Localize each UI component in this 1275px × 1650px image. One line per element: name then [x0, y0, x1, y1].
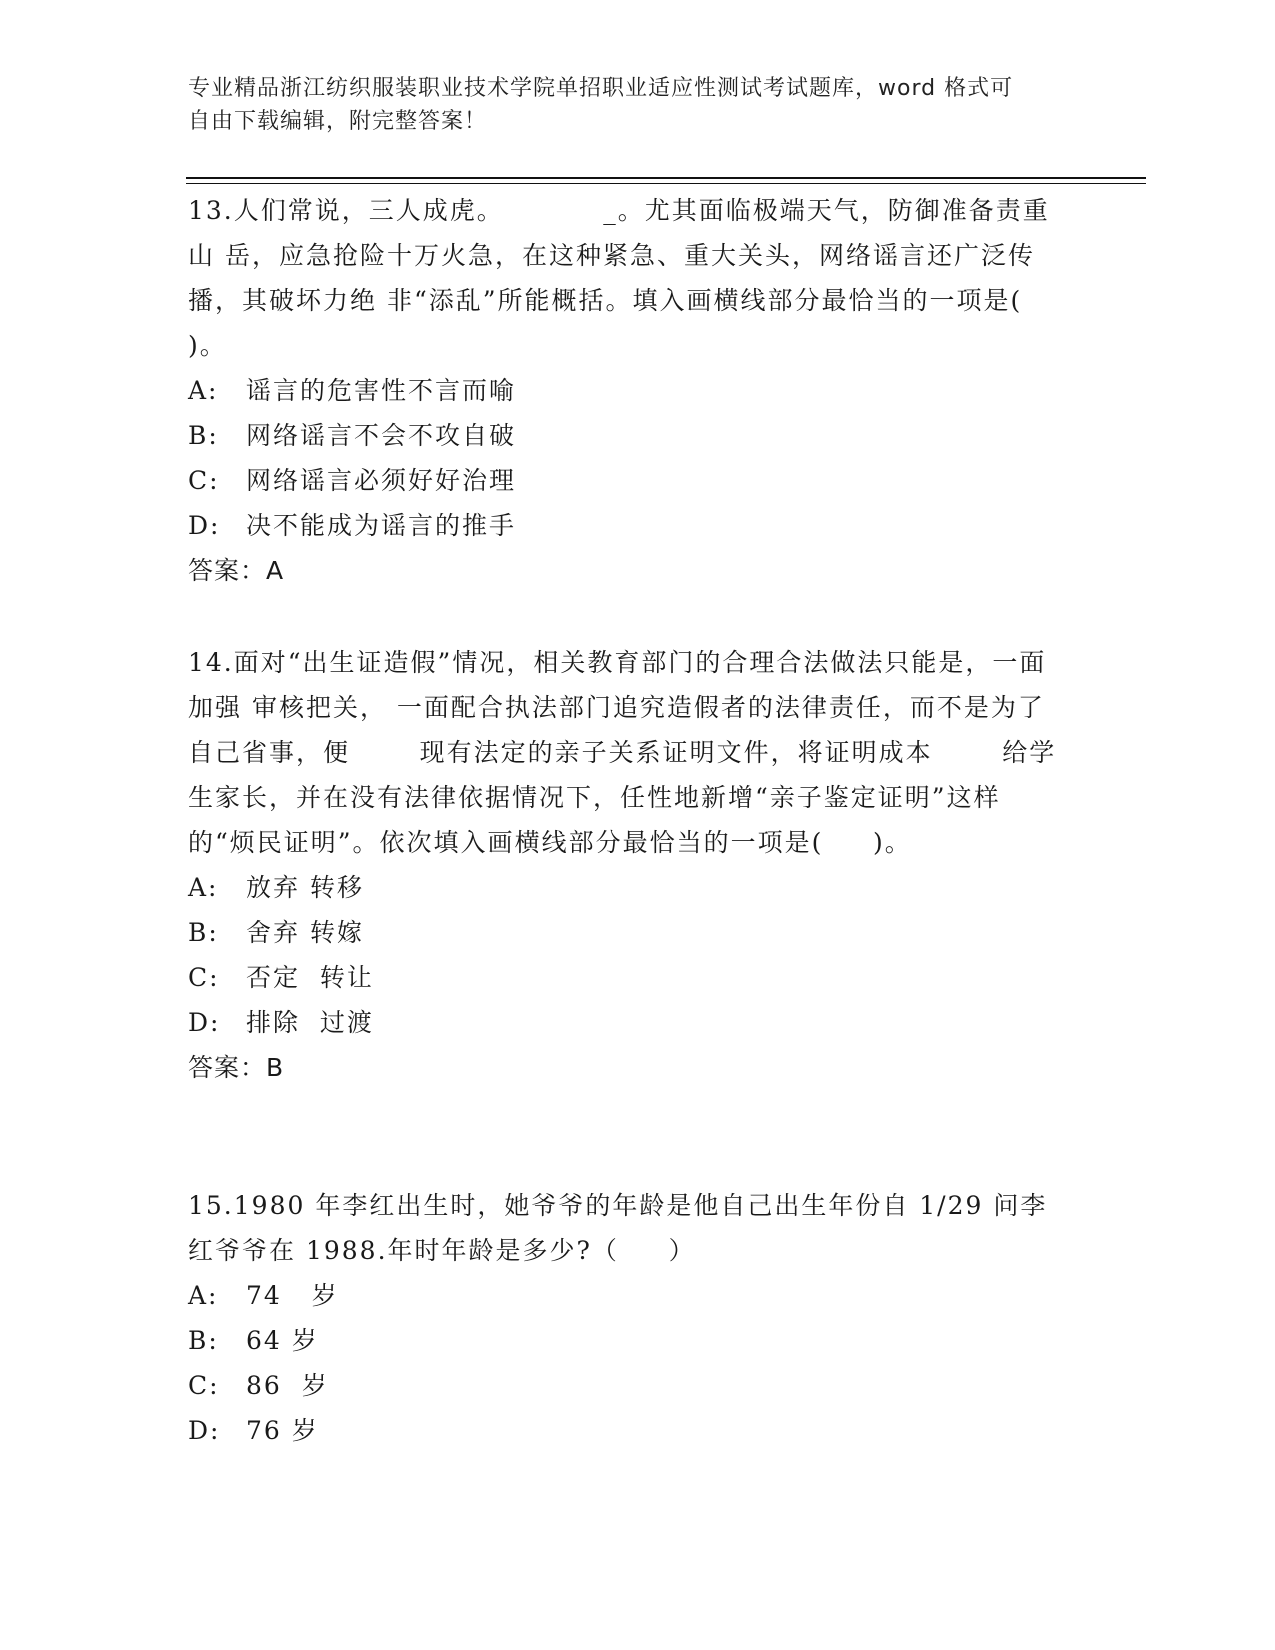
option-text: 否定 转让 — [246, 963, 374, 992]
option-d — [188, 503, 1068, 548]
question-stem: 15.1980 年李红出生时，她爷爷的年龄是他自己出生年份自 1/29 问李红爷爷在 1988.年时年龄是多少?（ ） — [188, 1191, 1048, 1265]
option-b — [188, 1318, 1068, 1363]
option-text: 网络谣言不会不攻自破 — [246, 421, 517, 450]
answer-line: 答案：B — [188, 1053, 285, 1082]
option-letter: A: — [188, 1281, 219, 1310]
option-list — [188, 368, 1068, 548]
question-stem: 13.人们常说，三人成虎。 _。尤其面临极端天气，防御准备责重山 岳，应急抢险十万火急，在这种紧急、重大关头，网络谣言还广泛传播，其破坏力绝 非“添乱”所能概括。填入画横线部分最恰当的一项是( )。 — [188, 196, 1072, 360]
option-text: 76 岁 — [246, 1416, 319, 1445]
header-rule-thin — [186, 183, 1146, 184]
option-list — [188, 1273, 1068, 1453]
option-letter: B: — [188, 421, 219, 450]
question-stem: 14.面对“出生证造假”情况，相关教育部门的合理合法做法只能是，一面加强 审核把关， 一面配合执法部门追究造假者的法律责任，而不是为了自己省事，便 现有法定的亲子关系证明文件，将证明成本 给学生家长，并在没有法律依据情况下，任性地新增“亲子鉴定证明”这样的“烦民证明”。依次填入画横线部分最恰当的一项是( )。 — [188, 648, 1057, 857]
option-text: 谣言的危害性不言而喻 — [246, 376, 517, 405]
option-text: 放弃 转移 — [246, 873, 364, 902]
option-a — [188, 865, 1068, 910]
option-text: 决不能成为谣言的推手 — [246, 511, 517, 540]
question-14 — [188, 640, 1068, 1090]
answer-line: 答案：A — [188, 556, 285, 585]
page-header — [188, 72, 1068, 138]
question-15 — [188, 1183, 1068, 1453]
header-line-1: 专业精品浙江纺织服装职业技术学院单招职业适应性测试考试题库，word 格式可 — [188, 76, 1014, 101]
question-13 — [188, 188, 1072, 593]
option-letter: C: — [188, 963, 220, 992]
option-text: 74 岁 — [246, 1281, 339, 1310]
option-letter: A: — [188, 376, 219, 405]
option-text: 64 岁 — [246, 1326, 319, 1355]
option-letter: D: — [188, 511, 221, 540]
header-rule-thick — [186, 177, 1146, 179]
option-letter: B: — [188, 918, 219, 947]
header-line-2: 自由下载编辑，附完整答案！ — [188, 109, 488, 134]
option-text: 排除 过渡 — [246, 1008, 374, 1037]
option-c — [188, 955, 1068, 1000]
option-d — [188, 1000, 1068, 1045]
option-c — [188, 1363, 1068, 1408]
option-text: 86 岁 — [246, 1371, 329, 1400]
option-a — [188, 1273, 1068, 1318]
option-b — [188, 413, 1068, 458]
option-a — [188, 368, 1068, 413]
option-d — [188, 1408, 1068, 1453]
option-letter: A: — [188, 873, 219, 902]
option-c — [188, 458, 1068, 503]
option-text: 网络谣言必须好好治理 — [246, 466, 517, 495]
option-letter: D: — [188, 1416, 221, 1445]
option-text: 舍弃 转嫁 — [246, 918, 364, 947]
option-letter: D: — [188, 1008, 221, 1037]
option-letter: C: — [188, 1371, 220, 1400]
option-list — [188, 865, 1068, 1045]
option-b — [188, 910, 1068, 955]
option-letter: B: — [188, 1326, 219, 1355]
option-letter: C: — [188, 466, 220, 495]
